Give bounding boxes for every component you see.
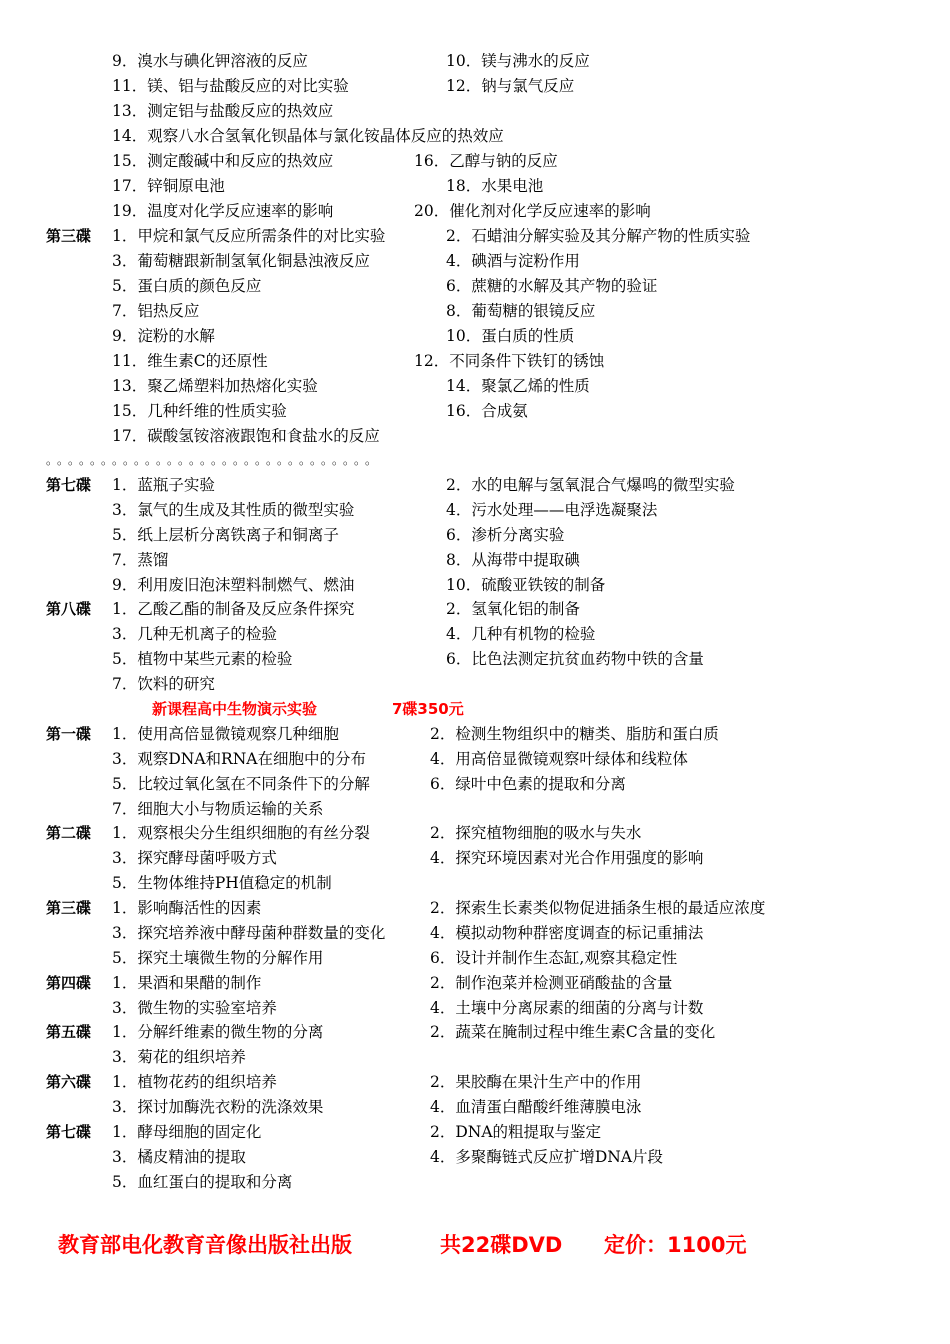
list-item: 4．探究环境因素对光合作用强度的影响 [430,849,704,867]
list-item: 12．不同条件下铁钉的锈蚀 [414,352,605,370]
list-item: 2．水的电解与氢氧混合气爆鸣的微型实验 [446,476,735,494]
disc-label: 第三碟 [46,899,92,917]
list-item: 10．硫酸亚铁铵的制备 [446,576,606,594]
list-item: 4．碘酒与淀粉作用 [446,252,580,270]
list-item: 3．几种无机离子的检验 [112,625,277,643]
list-item: 1．蓝瓶子实验 [112,476,215,494]
list-item: 14．观察八水合氢氧化钡晶体与氯化铵晶体反应的热效应 [112,127,504,145]
list-item: 6．渗析分离实验 [446,526,565,544]
list-item: 17．碳酸氢铵溶液跟饱和食盐水的反应 [112,427,380,445]
list-item: 3．探究培养液中酵母菌种群数量的变化 [112,924,386,942]
list-item: 1．甲烷和氯气反应所需条件的对比实验 [112,227,386,245]
list-item: 3．探究酵母菌呼吸方式 [112,849,277,867]
list-item: 15．测定酸碱中和反应的热效应 [112,152,334,170]
list-item: 8．葡萄糖的银镜反应 [446,302,596,320]
list-item: 13．测定铝与盐酸反应的热效应 [112,102,334,120]
list-item: 3．探讨加酶洗衣粉的洗涤效果 [112,1098,324,1116]
list-item: 17．锌铜原电池 [112,177,225,195]
list-item: 4．血清蛋白醋酸纤维薄膜电泳 [430,1098,642,1116]
list-item: 7．饮料的研究 [112,675,215,693]
list-item: 16．乙醇与钠的反应 [414,152,558,170]
list-item: 3．葡萄糖跟新制氢氧化铜悬浊液反应 [112,252,370,270]
list-item: 1．乙酸乙酯的制备及反应条件探究 [112,600,355,618]
list-item: 6．蔗糖的水解及其产物的验证 [446,277,658,295]
ellipsis-separator: 。。。。。。。。。。。。。。。。。。。。。。。。。。。。。。 [46,453,383,467]
list-item: 5．蛋白质的颜色反应 [112,277,262,295]
total-price: 定价：1100元 [604,1233,747,1257]
list-item: 13．聚乙烯塑料加热熔化实验 [112,377,318,395]
bio-section-price: 7碟350元 [392,700,464,718]
list-item: 1．观察根尖分生组织细胞的有丝分裂 [112,824,370,842]
list-item: 14．聚氯乙烯的性质 [446,377,590,395]
list-item: 7．细胞大小与物质运输的关系 [112,800,324,818]
list-item: 5．纸上层析分离铁离子和铜离子 [112,526,339,544]
list-item: 2．氢氧化铝的制备 [446,600,580,618]
list-item: 18．水果电池 [446,177,544,195]
list-item: 3．橘皮精油的提取 [112,1148,246,1166]
list-item: 2．制作泡菜并检测亚硝酸盐的含量 [430,974,673,992]
list-item: 3．观察DNA和RNA在细胞中的分布 [112,750,366,768]
list-item: 9．溴水与碘化钾溶液的反应 [112,52,308,70]
list-item: 7．蒸馏 [112,551,169,569]
list-item: 4．多聚酶链式反应扩增DNA片段 [430,1148,664,1166]
disc-label: 第三碟 [46,227,92,245]
list-item: 4．模拟动物种群密度调查的标记重捕法 [430,924,704,942]
disc-label: 第四碟 [46,974,92,992]
disc-label: 第六碟 [46,1073,92,1091]
list-item: 16．合成氨 [446,402,528,420]
list-item: 9．淀粉的水解 [112,327,215,345]
list-item: 2．探究植物细胞的吸水与失水 [430,824,642,842]
list-item: 1．使用高倍显微镜观察几种细胞 [112,725,339,743]
list-item: 7．铝热反应 [112,302,200,320]
list-item: 9．利用废旧泡沫塑料制燃气、燃油 [112,576,355,594]
list-item: 5．探究土壤微生物的分解作用 [112,949,324,967]
list-item: 2．蔬菜在腌制过程中维生素C含量的变化 [430,1023,716,1041]
list-item: 2．检测生物组织中的糖类、脂肪和蛋白质 [430,725,719,743]
list-item: 4．土壤中分离尿素的细菌的分离与计数 [430,999,704,1017]
disc-label: 第八碟 [46,600,92,618]
list-item: 10．蛋白质的性质 [446,327,575,345]
list-item: 11．镁、铝与盐酸反应的对比实验 [112,77,349,95]
list-item: 10．镁与沸水的反应 [446,52,590,70]
publisher-name: 教育部电化教育音像出版社出版 [58,1233,352,1257]
list-item: 19．温度对化学反应速率的影响 [112,202,334,220]
list-item: 3．菊花的组织培养 [112,1048,246,1066]
list-item: 1．果酒和果醋的制作 [112,974,262,992]
list-item: 2．DNA的粗提取与鉴定 [430,1123,602,1141]
list-item: 2．石蜡油分解实验及其分解产物的性质实验 [446,227,751,245]
list-item: 6．绿叶中色素的提取和分离 [430,775,626,793]
list-item: 1．影响酶活性的因素 [112,899,262,917]
list-item: 4．用高倍显微镜观察叶绿体和线粒体 [430,750,688,768]
disc-label: 第七碟 [46,1123,92,1141]
disc-label: 第一碟 [46,725,92,743]
list-item: 1．植物花药的组织培养 [112,1073,277,1091]
bio-section-name: 新课程高中生物演示实验 [152,700,318,718]
section-title [152,697,464,722]
disc-count: 共22碟DVD [440,1233,563,1257]
list-item: 3．微生物的实验室培养 [112,999,277,1017]
list-item: 1．酵母细胞的固定化 [112,1123,262,1141]
list-item: 5．生物体维持PH值稳定的机制 [112,874,332,892]
list-item: 3．氯气的生成及其性质的微型实验 [112,501,355,519]
list-item: 5．植物中某些元素的检验 [112,650,293,668]
list-item: 15．几种纤维的性质实验 [112,402,287,420]
list-item: 4．几种有机物的检验 [446,625,596,643]
disc-label: 第二碟 [46,824,92,842]
list-item: 12．钠与氯气反应 [446,77,575,95]
disc-label: 第五碟 [46,1023,92,1041]
list-item: 6．比色法测定抗贫血药物中铁的含量 [446,650,704,668]
disc-label: 第七碟 [46,476,92,494]
list-item: 6．设计并制作生态缸,观察其稳定性 [430,949,678,967]
list-item: 1．分解纤维素的微生物的分离 [112,1023,324,1041]
list-item: 2．探索生长素类似物促进插条生根的最适应浓度 [430,899,766,917]
list-item: 20．催化剂对化学反应速率的影响 [414,202,651,220]
list-item: 11．维生素C的还原性 [112,352,268,370]
list-item: 5．比较过氧化氢在不同条件下的分解 [112,775,370,793]
list-item: 2．果胶酶在果汁生产中的作用 [430,1073,642,1091]
list-item: 4．污水处理——电浮选凝聚法 [446,501,658,519]
list-item: 5．血红蛋白的提取和分离 [112,1173,293,1191]
list-item: 8．从海带中提取碘 [446,551,580,569]
